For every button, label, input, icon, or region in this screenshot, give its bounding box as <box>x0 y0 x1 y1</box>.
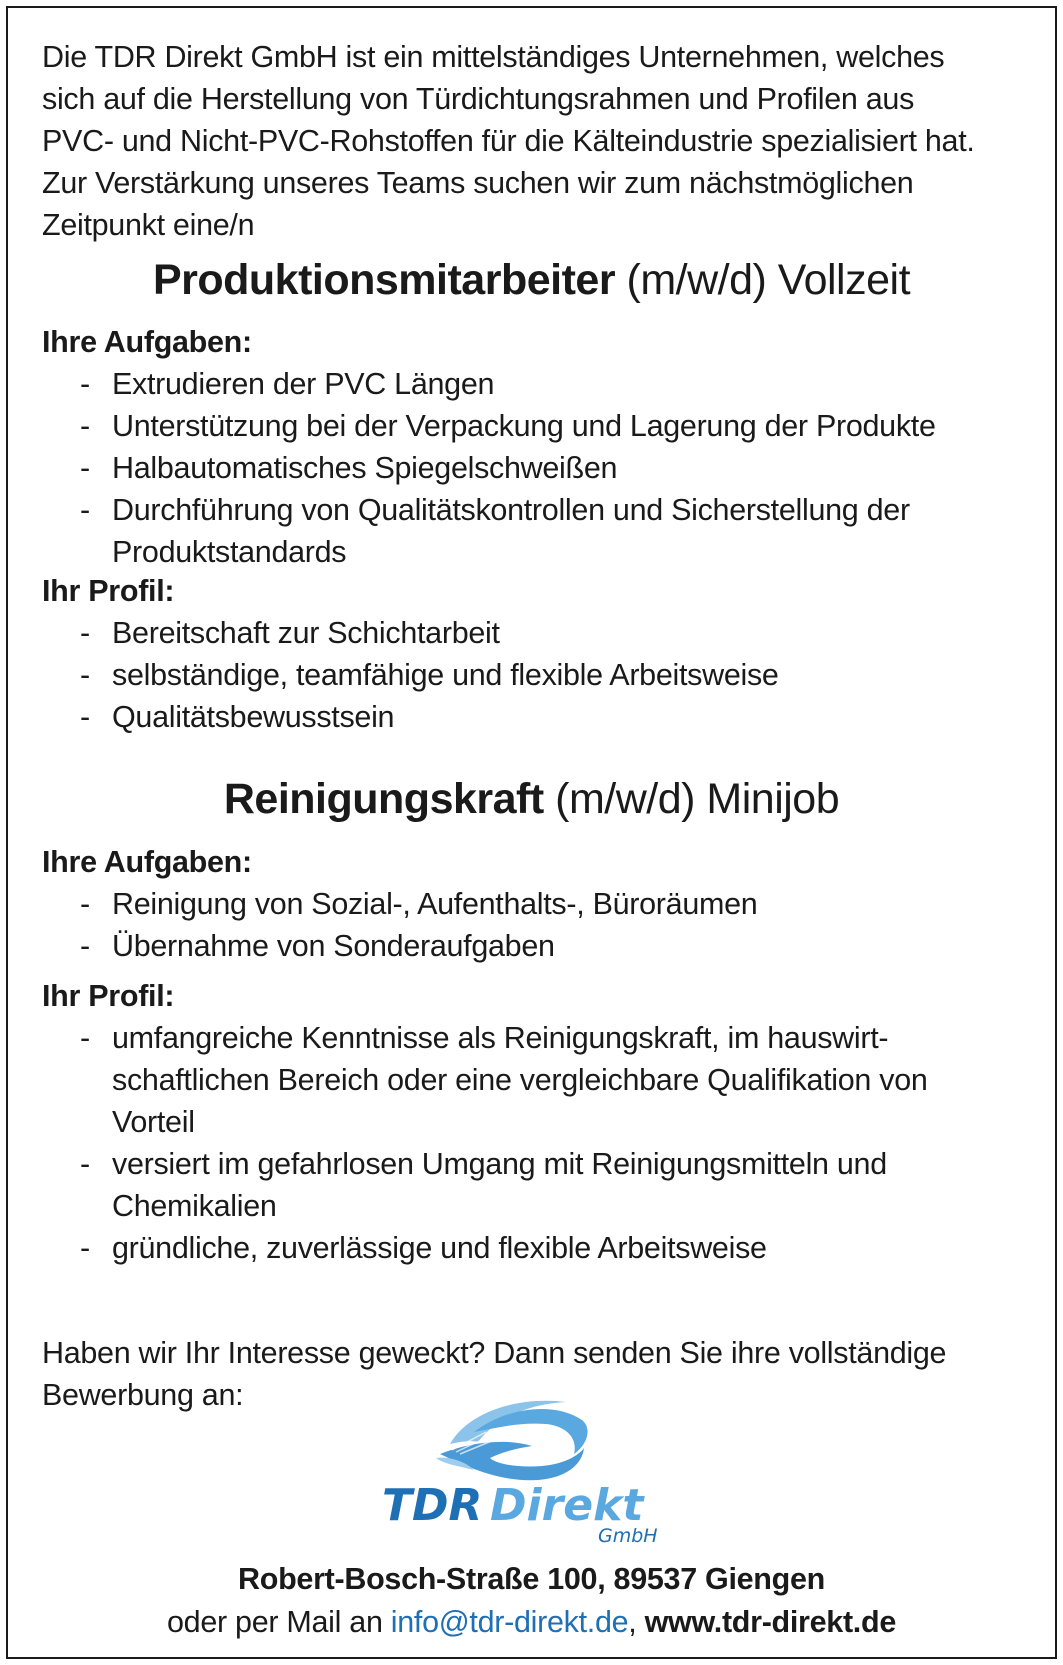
tasks-heading: Ihre Aufgaben: <box>42 325 252 359</box>
list-item: - versiert im gefahrlosen Umgang mit Reinigungsmitteln und Chemikalien <box>8 1143 1048 1227</box>
outro-line: Bewerbung an: <box>42 1378 244 1412</box>
logo-name-part2: Direkt <box>490 1480 644 1531</box>
job-title-detail: (m/w/d) Vollzeit <box>615 256 911 304</box>
intro-line: Die TDR Direkt GmbH ist ein mittelständiges Unternehmen, welches <box>42 40 945 74</box>
intro-line: Zeitpunkt eine/n <box>42 208 255 242</box>
separator: , <box>628 1605 645 1639</box>
intro-line: PVC- und Nicht-PVC-Rohstoffen für die Kälteindustrie spezialisiert hat. <box>42 124 975 158</box>
intro-line: sich auf die Herstellung von Türdichtungsrahmen und Profilen aus <box>42 82 915 116</box>
job-title-main: Produktionsmitarbeiter <box>152 256 616 304</box>
logo-suffix: GmbH <box>598 1525 658 1544</box>
list-item: - Reinigung von Sozial-, Aufenthalts-, Büroräumen <box>8 883 1048 925</box>
website-link[interactable]: www.tdr-direkt.de <box>644 1605 896 1639</box>
contact-line <box>8 1601 1055 1643</box>
email-link[interactable]: info@tdr-direkt.de <box>390 1605 629 1639</box>
bullet-dash: - <box>80 929 90 963</box>
bullet-dash: - <box>80 493 90 527</box>
bullet-dash: - <box>80 658 90 692</box>
company-address: Robert-Bosch-Straße 100, 89537 Giengen <box>238 1562 825 1596</box>
list-item: - Unterstützung bei der Verpackung und Lagerung der Produkte <box>8 405 1048 447</box>
mail-prefix: oder per Mail an <box>167 1605 391 1639</box>
logo-name-part1: TDR <box>382 1480 483 1531</box>
bullet-dash: - <box>80 700 90 734</box>
list-item: - Bereitschaft zur Schichtarbeit <box>8 612 1048 654</box>
list-item: - Übernahme von Sonderaufgaben <box>8 925 1048 967</box>
job-title-main: Reinigungskraft <box>223 775 544 823</box>
tasks-heading: Ihre Aufgaben: <box>42 845 252 879</box>
profile-heading: Ihr Profil: <box>42 979 175 1013</box>
list-item: - umfangreiche Kenntnisse als Reinigungskraft, im hauswirt- schaftlichen Bereich oder eine vergleichbare Qualifikation von Vorteil <box>8 1017 1048 1143</box>
bullet-dash: - <box>80 367 90 401</box>
profile-list-cleaning <box>8 1017 1048 1269</box>
job-title-production <box>8 254 1055 306</box>
wave-logo-icon <box>436 1401 588 1480</box>
job-advertisement <box>6 6 1057 1659</box>
bullet-dash: - <box>80 451 90 485</box>
tasks-list-cleaning <box>8 883 1048 967</box>
profile-heading: Ihr Profil: <box>42 574 175 608</box>
intro-paragraph <box>42 36 1042 246</box>
bullet-dash: - <box>80 1231 90 1265</box>
bullet-dash: - <box>80 1021 90 1055</box>
bullet-dash: - <box>80 616 90 650</box>
bullet-dash: - <box>80 1147 90 1181</box>
job-title-cleaning <box>8 773 1055 825</box>
tasks-list-production <box>8 363 1048 573</box>
outro-line: Haben wir Ihr Interesse geweckt? Dann senden Sie ihre vollständige <box>42 1336 947 1370</box>
list-item: - Extrudieren der PVC Längen <box>8 363 1048 405</box>
intro-line: Zur Verstärkung unseres Teams suchen wir zum nächstmöglichen <box>42 166 914 200</box>
bullet-dash: - <box>80 887 90 921</box>
job-title-detail: (m/w/d) Minijob <box>543 775 840 823</box>
list-item: - Qualitätsbewusstsein <box>8 696 1048 738</box>
list-item: - gründliche, zuverlässige und flexible Arbeitsweise <box>8 1227 1048 1269</box>
bullet-dash: - <box>80 409 90 443</box>
company-logo <box>378 1392 698 1544</box>
list-item: - Halbautomatisches Spiegelschweißen <box>8 447 1048 489</box>
profile-list-production <box>8 612 1048 738</box>
list-item: - Durchführung von Qualitätskontrollen und Sicherstellung der Produktstandards <box>8 489 1048 573</box>
list-item: - selbständige, teamfähige und flexible Arbeitsweise <box>8 654 1048 696</box>
